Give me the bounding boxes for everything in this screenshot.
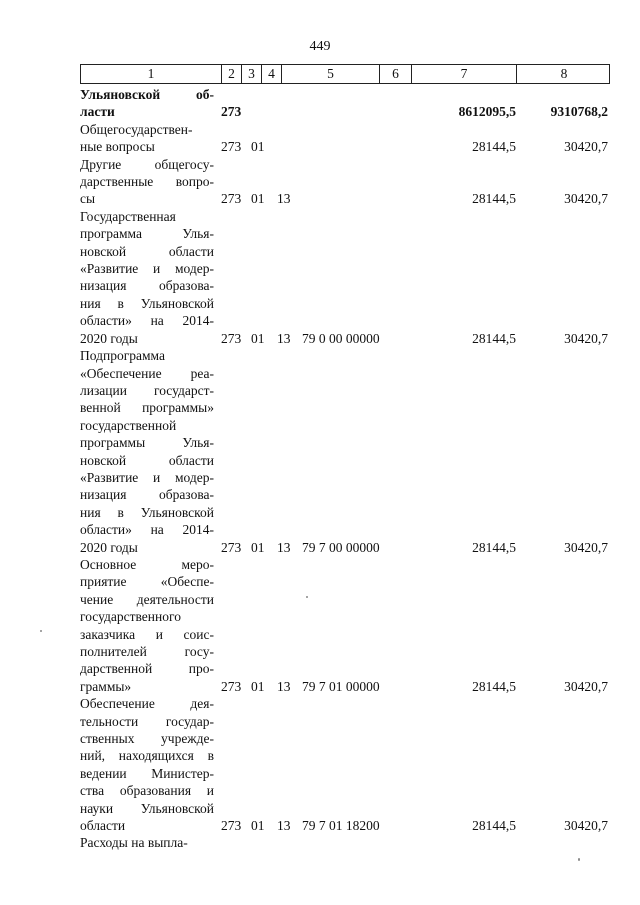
- code-section: 01: [251, 678, 265, 694]
- table-row: [80, 86, 610, 121]
- code-subsection: 13: [277, 539, 291, 555]
- table-row: [80, 121, 610, 156]
- code-chapter: 273: [221, 539, 242, 555]
- column-header-8: 8: [516, 65, 611, 83]
- code-section: 01: [251, 330, 265, 346]
- amount-year-2: 30420,7: [564, 191, 608, 207]
- row-description: [80, 556, 214, 695]
- amount-year-2: 30420,7: [564, 330, 608, 346]
- target-article: 79 0 00 00000: [302, 330, 380, 346]
- description-line: Ульяновской об-: [80, 87, 214, 102]
- code-subsection: 13: [277, 818, 291, 834]
- amount-year-1: 28144,5: [472, 818, 516, 834]
- column-header-4: 4: [261, 65, 281, 83]
- amount-year-2: 30420,7: [564, 539, 608, 555]
- amount-year-2: 30420,7: [564, 678, 608, 694]
- target-article: 79 7 01 18200: [302, 818, 380, 834]
- description-line: программа Улья-: [80, 226, 214, 242]
- amount-year-1: 28144,5: [472, 539, 516, 555]
- code-section: 01: [251, 139, 265, 155]
- description-line: ния в Ульяновской: [80, 295, 214, 311]
- row-description: [80, 347, 214, 556]
- column-header-3: 3: [241, 65, 261, 83]
- description-line: новской области: [80, 452, 214, 468]
- amount-year-1: 28144,5: [472, 139, 516, 155]
- description-line: Общегосударствен-: [80, 121, 193, 137]
- description-line: тельности государ-: [80, 713, 214, 729]
- code-subsection: 13: [277, 678, 291, 694]
- table-row: [80, 156, 610, 208]
- description-line: Государственная: [80, 208, 176, 224]
- row-values: [80, 190, 610, 207]
- table-row: [80, 695, 610, 834]
- description-line: заказчика и соис-: [80, 626, 214, 642]
- column-header-5: 5: [281, 65, 379, 83]
- description-line: 2020 годы: [80, 539, 138, 555]
- description-line: области» на 2014-: [80, 313, 214, 329]
- target-article: 79 7 01 00000: [302, 678, 380, 694]
- description-line: 2020 годы: [80, 330, 138, 346]
- description-line: лизации государст-: [80, 382, 214, 398]
- column-header-2: 2: [221, 65, 241, 83]
- row-values: [80, 539, 610, 556]
- description-line: программы Улья-: [80, 435, 214, 451]
- description-line: дарственные вопро-: [80, 174, 214, 190]
- code-chapter: 273: [221, 104, 242, 120]
- amount-year-1: 28144,5: [472, 191, 516, 207]
- description-line: приятие «Обеспе-: [80, 574, 214, 590]
- amount-year-2: 30420,7: [564, 139, 608, 155]
- amount-year-1: 8612095,5: [458, 104, 516, 120]
- description-line: полнителей госу-: [80, 644, 214, 659]
- table-row: [80, 347, 610, 556]
- table-row: [80, 208, 610, 347]
- amount-year-1: 28144,5: [472, 330, 516, 346]
- scan-speck: [306, 596, 308, 598]
- table-header: [80, 64, 610, 84]
- description-line: низация образова-: [80, 278, 214, 294]
- row-values: [80, 103, 610, 120]
- description-line: венной программы»: [80, 400, 214, 416]
- description-line: Основное меро-: [80, 556, 214, 572]
- description-line: Расходы на выпла-: [80, 835, 188, 851]
- description-line: чение деятельности: [80, 591, 214, 607]
- code-section: 01: [251, 818, 265, 834]
- code-chapter: 273: [221, 678, 242, 694]
- description-line: ласти: [80, 104, 115, 120]
- description-line: Другие общегосу-: [80, 156, 214, 172]
- code-chapter: 273: [221, 191, 242, 207]
- description-line: ний, находящихся в: [80, 748, 214, 764]
- code-subsection: 13: [277, 191, 291, 207]
- column-header-1: 1: [147, 66, 155, 81]
- description-line: дарственной про-: [80, 661, 214, 677]
- table-row: [80, 834, 610, 851]
- description-line: области» на 2014-: [80, 522, 214, 538]
- target-article: 79 7 00 00000: [302, 539, 380, 555]
- code-chapter: 273: [221, 139, 242, 155]
- code-chapter: 273: [221, 818, 242, 834]
- description-line: государственной: [80, 417, 177, 433]
- description-line: ства образования и: [80, 783, 214, 799]
- description-line: ственных учрежде-: [80, 731, 214, 747]
- code-chapter: 273: [221, 330, 242, 346]
- description-line: граммы»: [80, 678, 132, 694]
- description-line: науки Ульяновской: [80, 800, 214, 816]
- description-line: низация образова-: [80, 487, 214, 503]
- amount-year-2: 30420,7: [564, 818, 608, 834]
- description-line: новской области: [80, 243, 214, 259]
- code-subsection: 13: [277, 330, 291, 346]
- row-values: [80, 330, 610, 347]
- budget-table-body: [80, 86, 610, 852]
- scan-speck: [40, 630, 42, 632]
- row-values: [80, 834, 610, 851]
- row-values: [80, 817, 610, 834]
- scan-speck: [578, 858, 580, 861]
- description-line: ные вопросы: [80, 139, 155, 155]
- description-line: ведении Министер-: [80, 765, 214, 781]
- row-values: [80, 678, 610, 695]
- description-line: «Обеспечение реа-: [80, 365, 214, 381]
- row-values: [80, 138, 610, 155]
- code-section: 01: [251, 539, 265, 555]
- description-line: области: [80, 818, 126, 834]
- description-line: ния в Ульяновской: [80, 504, 214, 520]
- description-line: «Развитие и модер-: [80, 261, 214, 277]
- code-section: 01: [251, 191, 265, 207]
- table-row: [80, 556, 610, 695]
- description-line: Обеспечение дея-: [80, 696, 214, 712]
- description-line: Подпрограмма: [80, 348, 165, 364]
- column-header-6: 6: [379, 65, 411, 83]
- page-number: 449: [309, 39, 331, 54]
- row-description: [80, 208, 214, 347]
- description-line: сы: [80, 191, 96, 207]
- row-description: [80, 695, 214, 834]
- amount-year-2: 9310768,2: [550, 104, 608, 120]
- description-line: государственного: [80, 609, 181, 625]
- amount-year-1: 28144,5: [472, 678, 516, 694]
- column-header-7: 7: [411, 65, 516, 83]
- description-line: «Развитие и модер-: [80, 469, 214, 485]
